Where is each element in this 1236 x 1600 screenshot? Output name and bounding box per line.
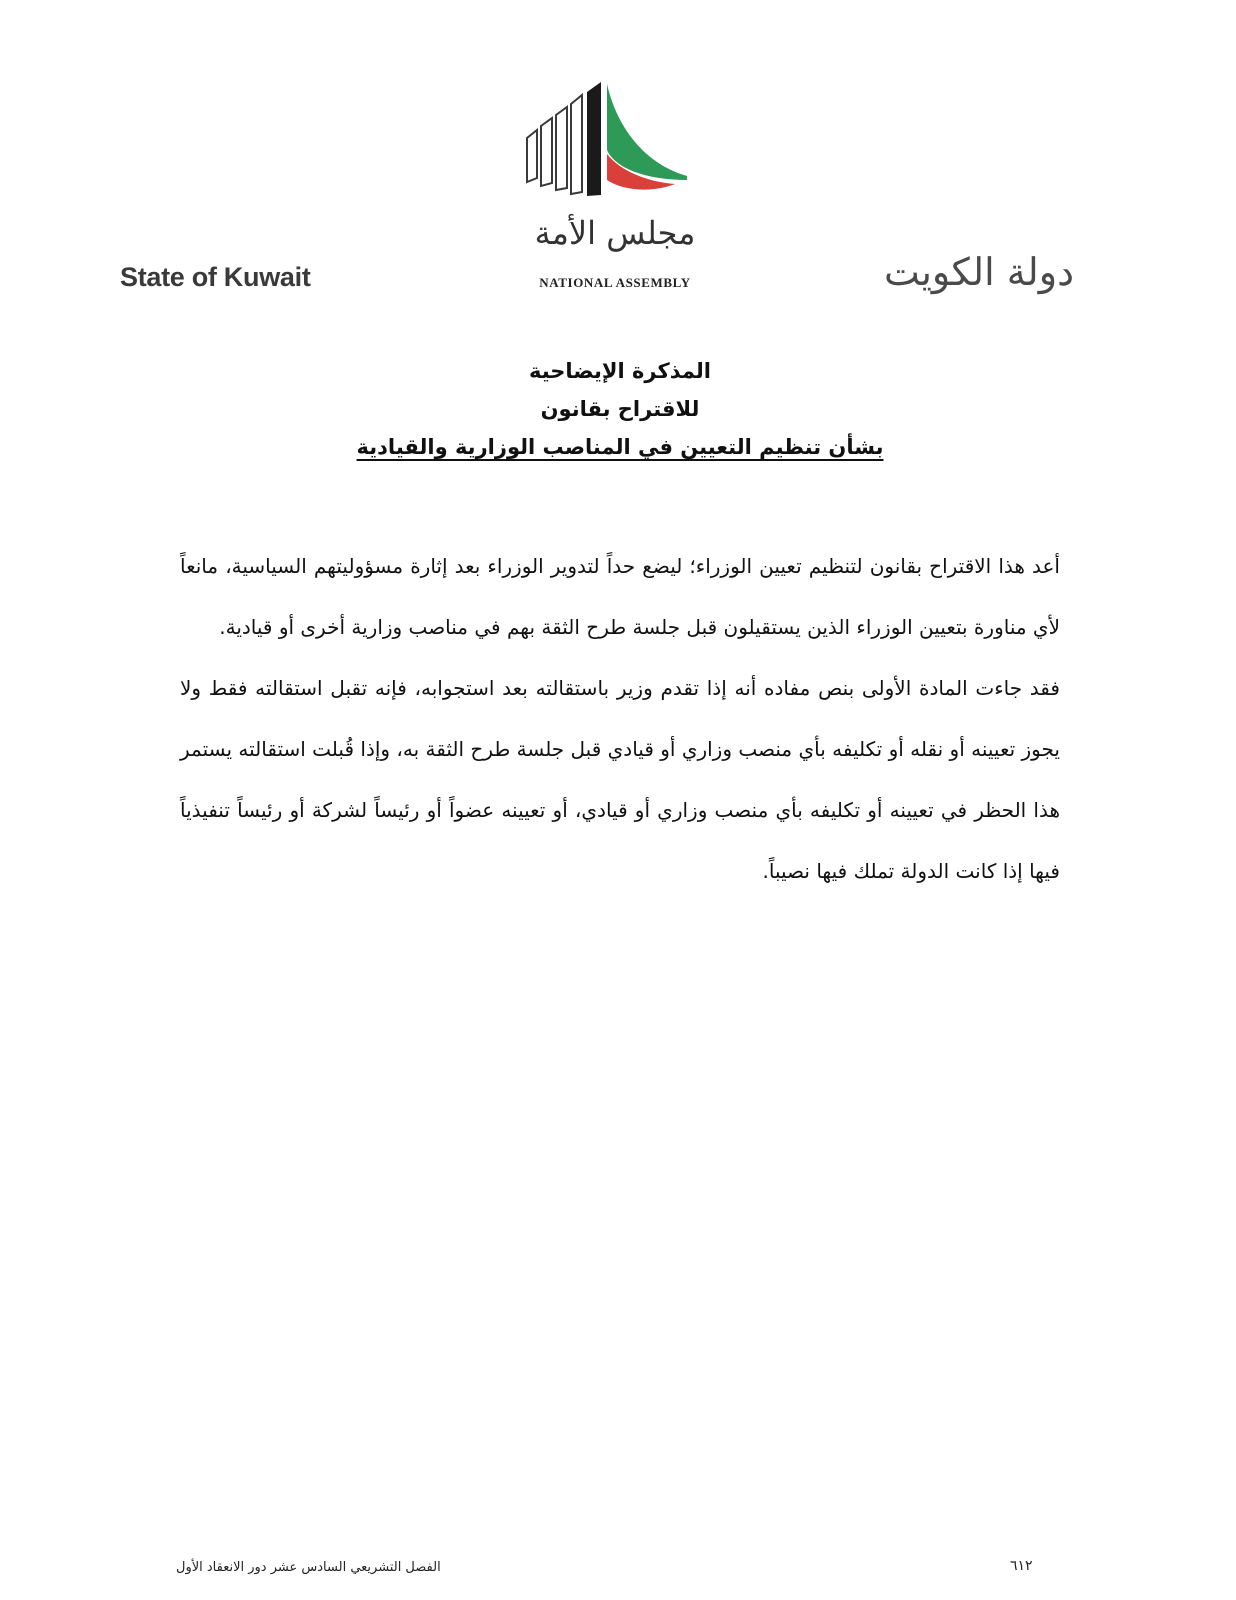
state-of-kuwait-english: State of Kuwait bbox=[120, 262, 311, 292]
footer-session-info: الفصل التشريعي السادس عشر دور الانعقاد الأول bbox=[176, 1560, 441, 1575]
title-line-2: للاقتراح بقانون bbox=[540, 397, 700, 421]
national-assembly-logo bbox=[525, 80, 705, 200]
page-number: ٦١٢ bbox=[1010, 1558, 1033, 1574]
logo-arabic-name: مجلس الأمة bbox=[534, 214, 696, 252]
body-paragraph-1: أعد هذا الاقتراح بقانون لتنظيم تعيين الوزراء؛ ليضع حداً لتدوير الوزراء بعد إثارة مسؤوليتهم السياسية، مانعاً لأي مناورة بتعيين الوزراء الذين يستقيلون قبل جلسة طرح الثقة بهم في مناصب وزارية أخرى أو قيادية. bbox=[180, 554, 1060, 639]
logo-english-name: NATIONAL ASSEMBLY bbox=[539, 275, 691, 290]
state-of-kuwait-arabic: دولة الكويت bbox=[884, 250, 1074, 294]
body-paragraph-2: فقد جاءت المادة الأولى بنص مفاده أنه إذا تقدم وزير باستقالته بعد استجوابه، فإنه تقبل استقالته فقط ولا يجوز تعيينه أو نقله أو تكليفه بأي منصب وزاري أو قيادي قبل جلسة طرح الثقة به، وإذا قُبلت استقالته يستمر هذا الحظر في تعيينه أو تكليفه بأي منصب وزاري أو قيادي، أو تعيينه عضواً أو رئيساً لشركة أو رئيساً تنفيذياً فيها إذا كانت الدولة تملك فيها نصيباً. bbox=[180, 676, 1060, 883]
title-line-3: بشأن تنظيم التعيين في المناصب الوزارية والقيادية bbox=[356, 435, 884, 459]
logo-bar-1 bbox=[527, 130, 537, 182]
logo-bar-2 bbox=[541, 118, 552, 186]
document-body bbox=[180, 536, 1060, 902]
logo-black-bar bbox=[587, 82, 601, 196]
title-line-1: المذكرة الإيضاحية bbox=[528, 359, 712, 383]
logo-bar-3 bbox=[556, 107, 567, 190]
logo-bar-4 bbox=[571, 95, 582, 194]
document-title bbox=[180, 352, 1060, 466]
